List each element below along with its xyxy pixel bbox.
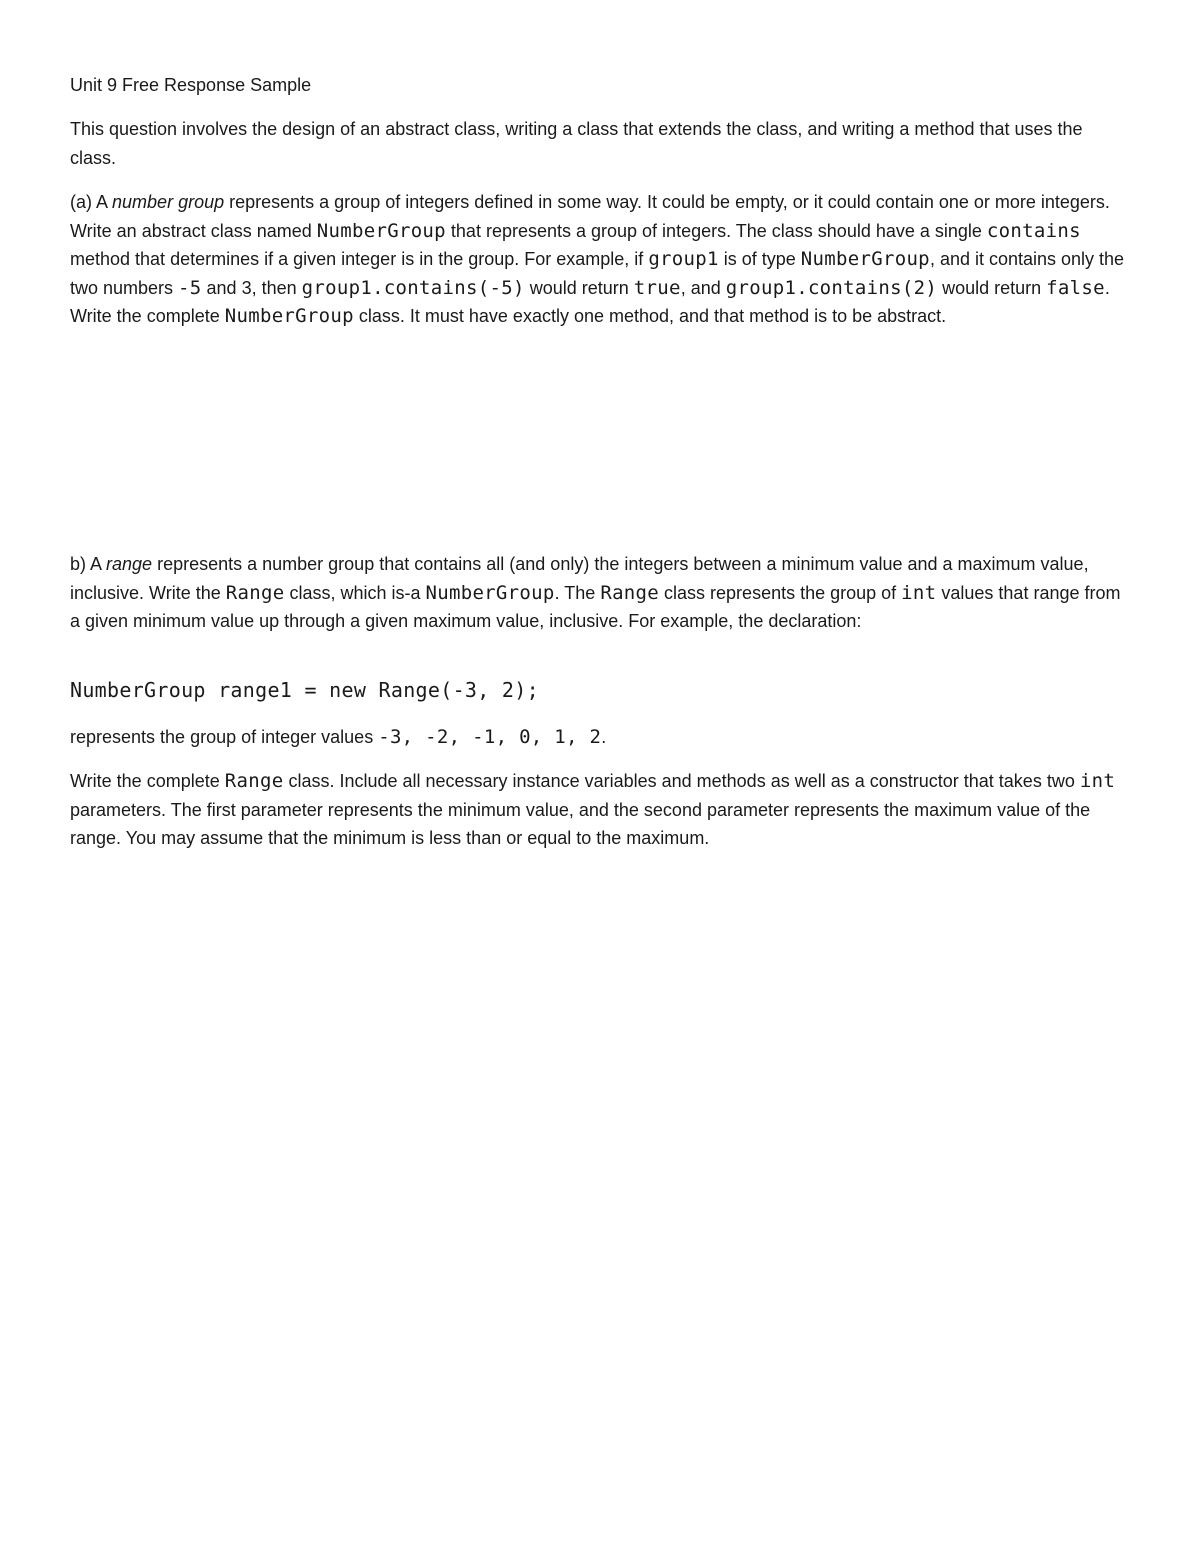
represents-paragraph (70, 723, 1132, 752)
text-run: represents a group of integers defined in some way. It could be empty, or it could contain one or more integers. Write an abstract class named (70, 192, 1110, 241)
text-run: class, which is-a (284, 582, 426, 603)
text-run: . The (554, 582, 601, 603)
text-run: , and (680, 277, 726, 298)
code-term: true (633, 276, 681, 299)
text-run: (a) A (70, 192, 113, 212)
text-run: , then (251, 277, 302, 298)
text-run: represents the group of integer values (70, 727, 379, 747)
text-run: class. It must have exactly one method, and that method is to be abstract. (353, 306, 947, 326)
code-term: NumberGroup (425, 581, 555, 604)
code-term: group1.contains(-5) (301, 276, 525, 299)
text-run: . (601, 727, 607, 747)
text-run: would return (937, 277, 1047, 298)
code-term: NumberGroup (224, 305, 354, 327)
text-run: 3 (241, 277, 252, 298)
text-run: method that determines if a given integer is in the group. For example, if (70, 249, 649, 269)
text-run: is of type (718, 249, 801, 269)
code-term: NumberGroup (800, 248, 930, 270)
code-term: contains (986, 219, 1081, 242)
code-term: false (1046, 276, 1105, 299)
code-values: -3, -2, -1, 0, 1, 2 (378, 726, 602, 748)
code-term: int (1079, 770, 1116, 792)
code-term: Range (225, 581, 285, 604)
code-term: group1 (648, 248, 719, 270)
text-run: represents a number group that contains all (and only) the integers between a minimum value and a maximum value, inclusive. Write the (70, 554, 1089, 603)
intro-paragraph (70, 115, 1132, 172)
text-run: would return (524, 277, 634, 298)
text-run: b) A (70, 554, 107, 574)
term-number-group: number group (112, 192, 225, 212)
text-run: values that range from a given minimum value up through a given maximum value, inclusive. For example, the declaration: (70, 582, 1121, 631)
text-run: that represents a group of integers. The class should have a single (445, 220, 987, 241)
text-run: . Write the complete (70, 277, 1110, 326)
part-a-paragraph (70, 188, 1132, 331)
text-run: parameters. The first parameter represents the minimum value, and the second parameter represents the maximum value of the range. You may assume that the minimum is less than or equal to the maximum. (70, 799, 1091, 848)
write-range-paragraph (70, 767, 1132, 853)
code-declaration-line (70, 676, 1132, 706)
intro-text: This question involves the design of an abstract class, writing a class that extends the class, and writing a method that uses the class. (70, 119, 1083, 168)
code-term: NumberGroup (316, 219, 446, 242)
code-term: Range (224, 770, 284, 792)
code-term: int (901, 581, 937, 604)
code-term: Range (600, 581, 660, 604)
code-term: group1.contains(2) (725, 276, 938, 299)
document-title: Unit 9 Free Response Sample (70, 75, 312, 95)
text-run: class. Include all necessary instance variables and methods as well as a constructor that takes two (283, 771, 1080, 791)
text-run: class represents the group of (659, 582, 902, 603)
term-range: range (106, 554, 153, 574)
part-b-paragraph (70, 550, 1132, 636)
text-run: , and it contains only the two numbers (70, 249, 1125, 298)
text-run: Write the complete (70, 771, 225, 791)
code-term: -5 (178, 276, 202, 299)
code-declaration: NumberGroup range1 = new Range(-3, 2); (70, 678, 539, 702)
text-run: and (201, 277, 242, 298)
